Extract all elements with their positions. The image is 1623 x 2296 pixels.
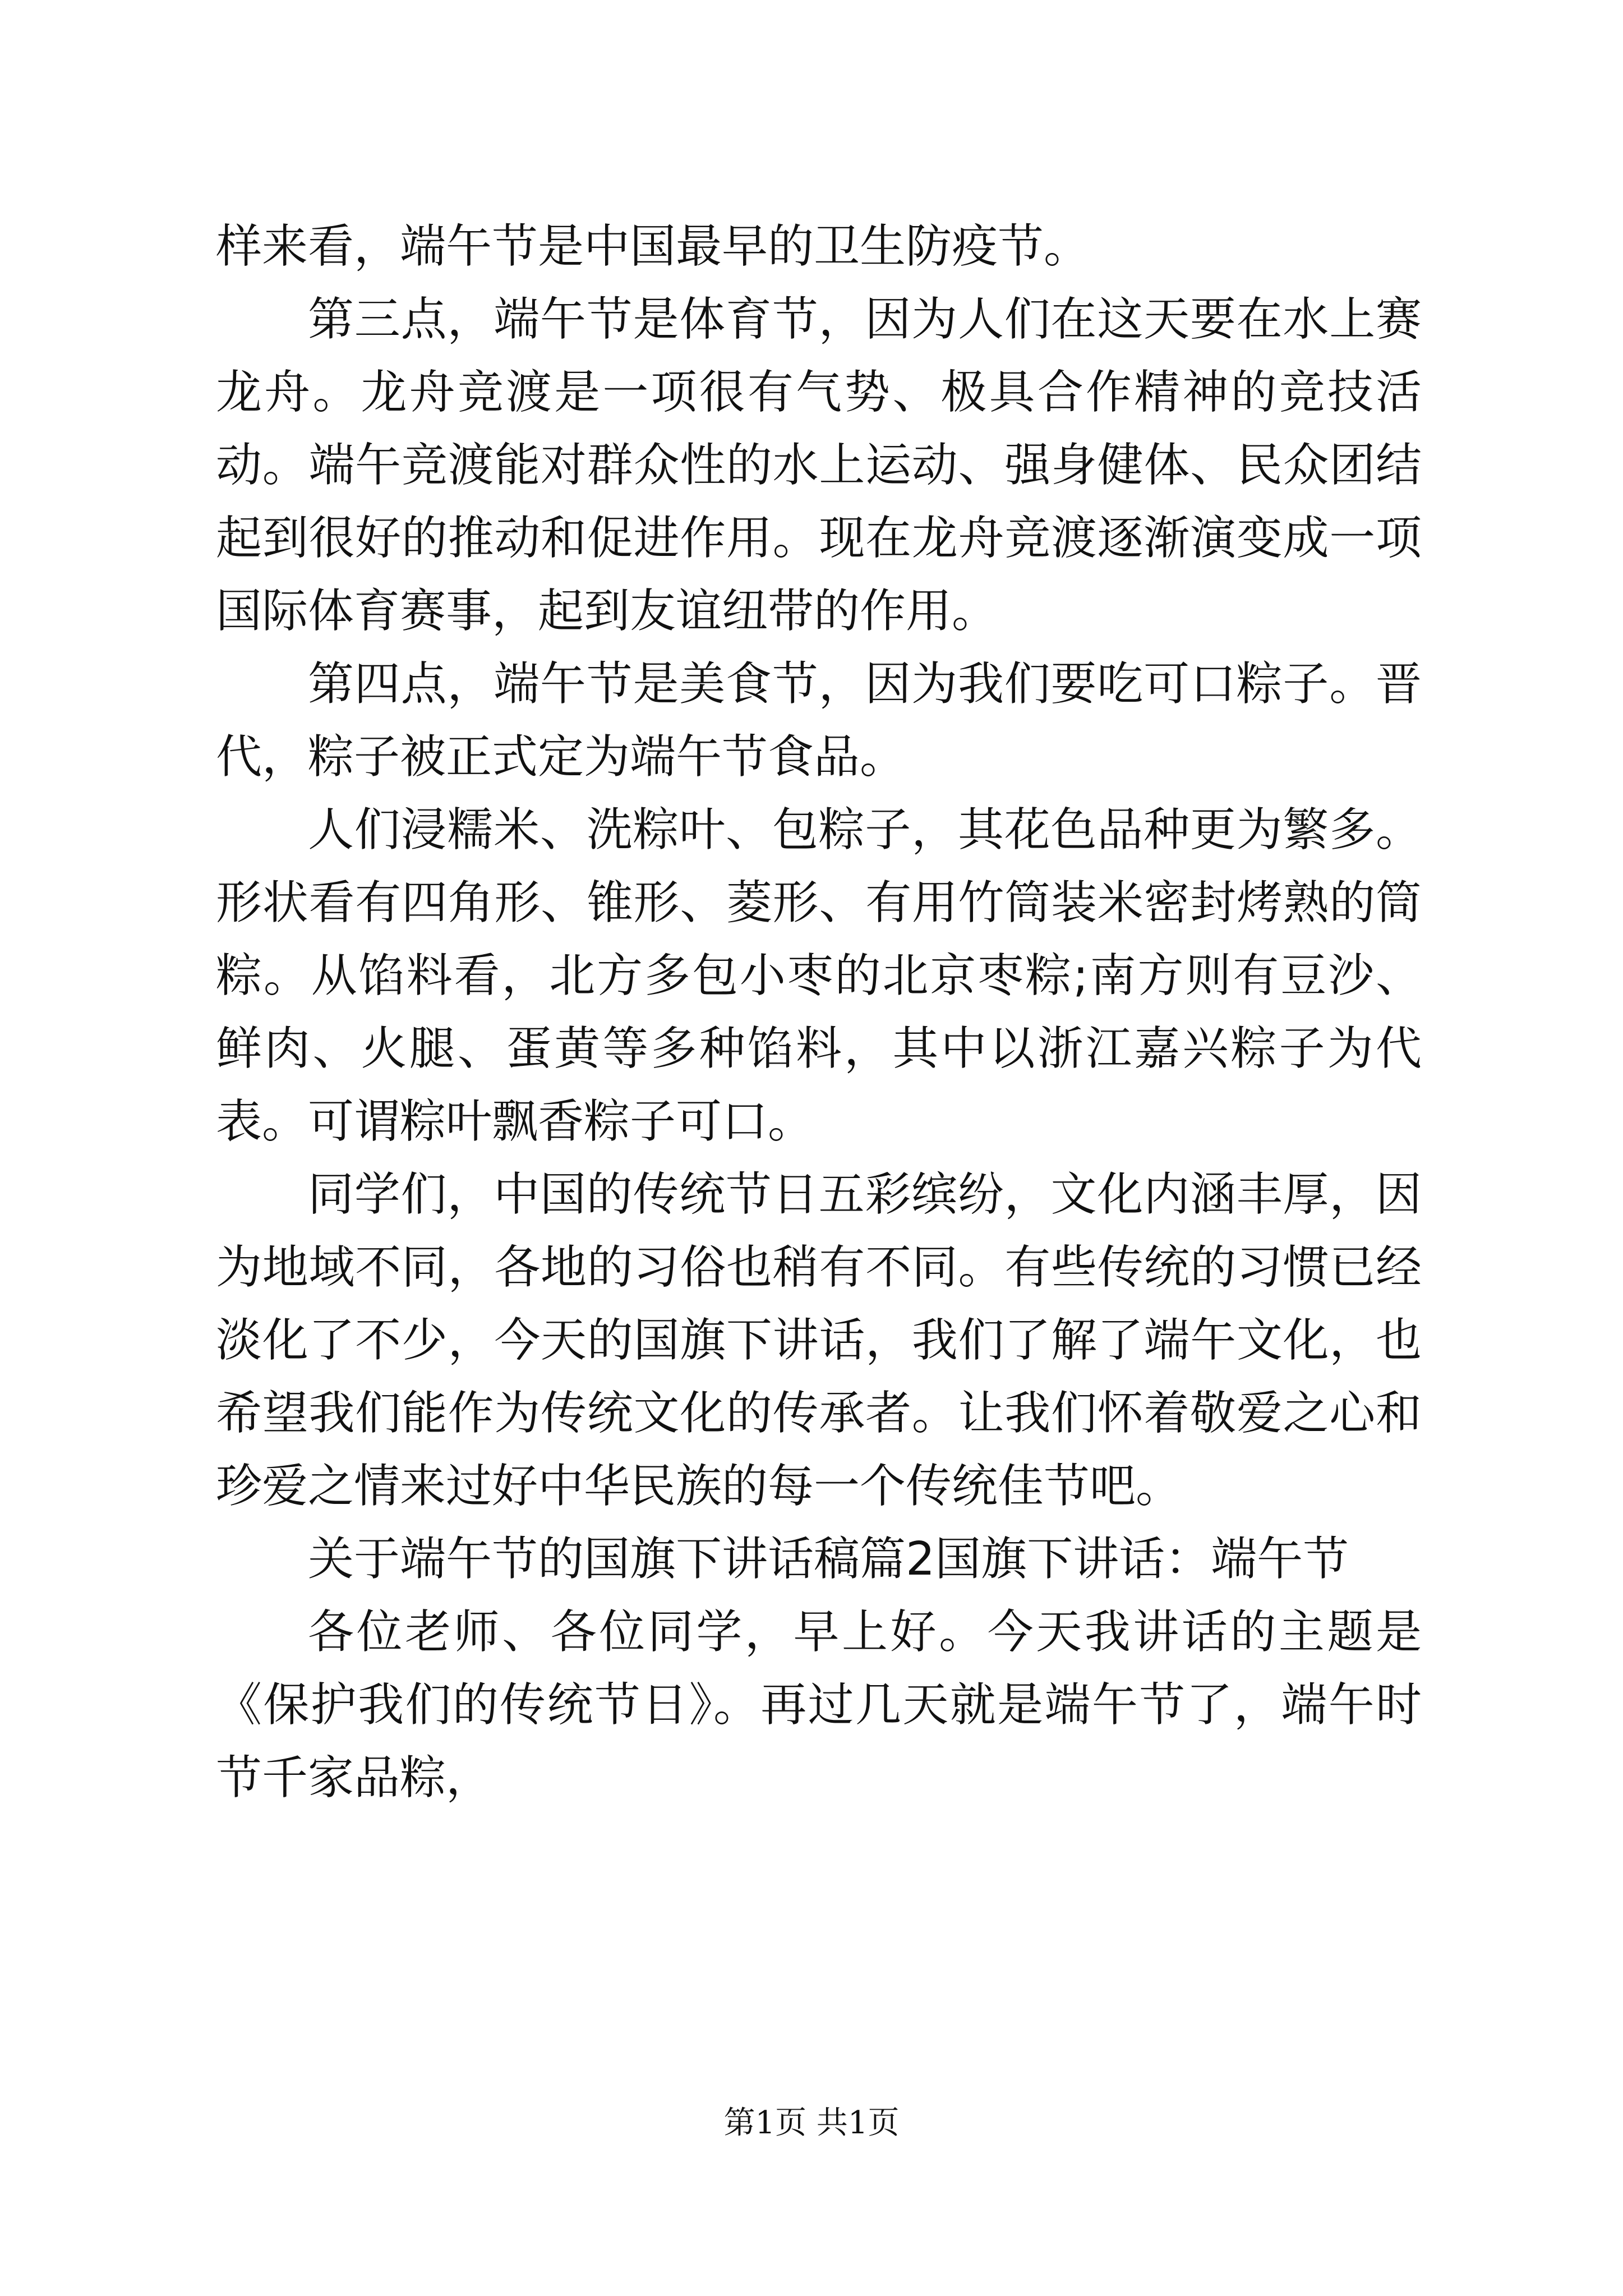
paragraph-2: 第三点，端午节是体育节，因为人们在这天要在水上赛龙舟。龙舟竞渡是一项很有气势、极具合作精神的竞技活动。端午竞渡能对群众性的水上运动、强身健体、民众团结起到很好的推动和促进作用。现在龙舟竞渡逐渐演变成一项国际体育赛事，起到友谊纽带的作用。 <box>216 293 1422 638</box>
document-body <box>216 210 1422 1815</box>
paragraph-1: 样来看，端午节是中国最早的卫生防疫节。 <box>216 220 1090 273</box>
paragraph-5: 同学们，中国的传统节日五彩缤纷，文化内涵丰厚，因为地域不同，各地的习俗也稍有不同。有些传统的习惯已经淡化了不少，今天的国旗下讲话，我们了解了端午文化，也希望我们能作为传统文化的传承者。让我们怀着敬爱之心和珍爱之情来过好中华民族的每一个传统佳节吧。 <box>216 1168 1422 1513</box>
paragraph-3: 第四点，端午节是美食节，因为我们要吃可口粽子。晋代，粽子被正式定为端午节食品。 <box>216 657 1422 784</box>
page-footer: 第1页 共1页 <box>723 2105 900 2141</box>
paragraph-4: 人们浸糯米、洗粽叶、包粽子，其花色品种更为繁多。形状看有四角形、锥形、菱形、有用竹筒装米密封烤熟的筒粽。从馅料看，北方多包小枣的北京枣粽;南方则有豆沙、鲜肉、火腿、蛋黄等多种馅料，其中以浙江嘉兴粽子为代表。可谓粽叶飘香粽子可口。 <box>216 803 1422 1148</box>
paragraph-6: 关于端午节的国旗下讲话稿篇2国旗下讲话：端午节 <box>308 1533 1349 1586</box>
paragraph-7: 各位老师、各位同学，早上好。今天我讲话的主题是《保护我们的传统节日》。再过几天就是端午节了，端午时节千家品粽， <box>216 1605 1422 1805</box>
